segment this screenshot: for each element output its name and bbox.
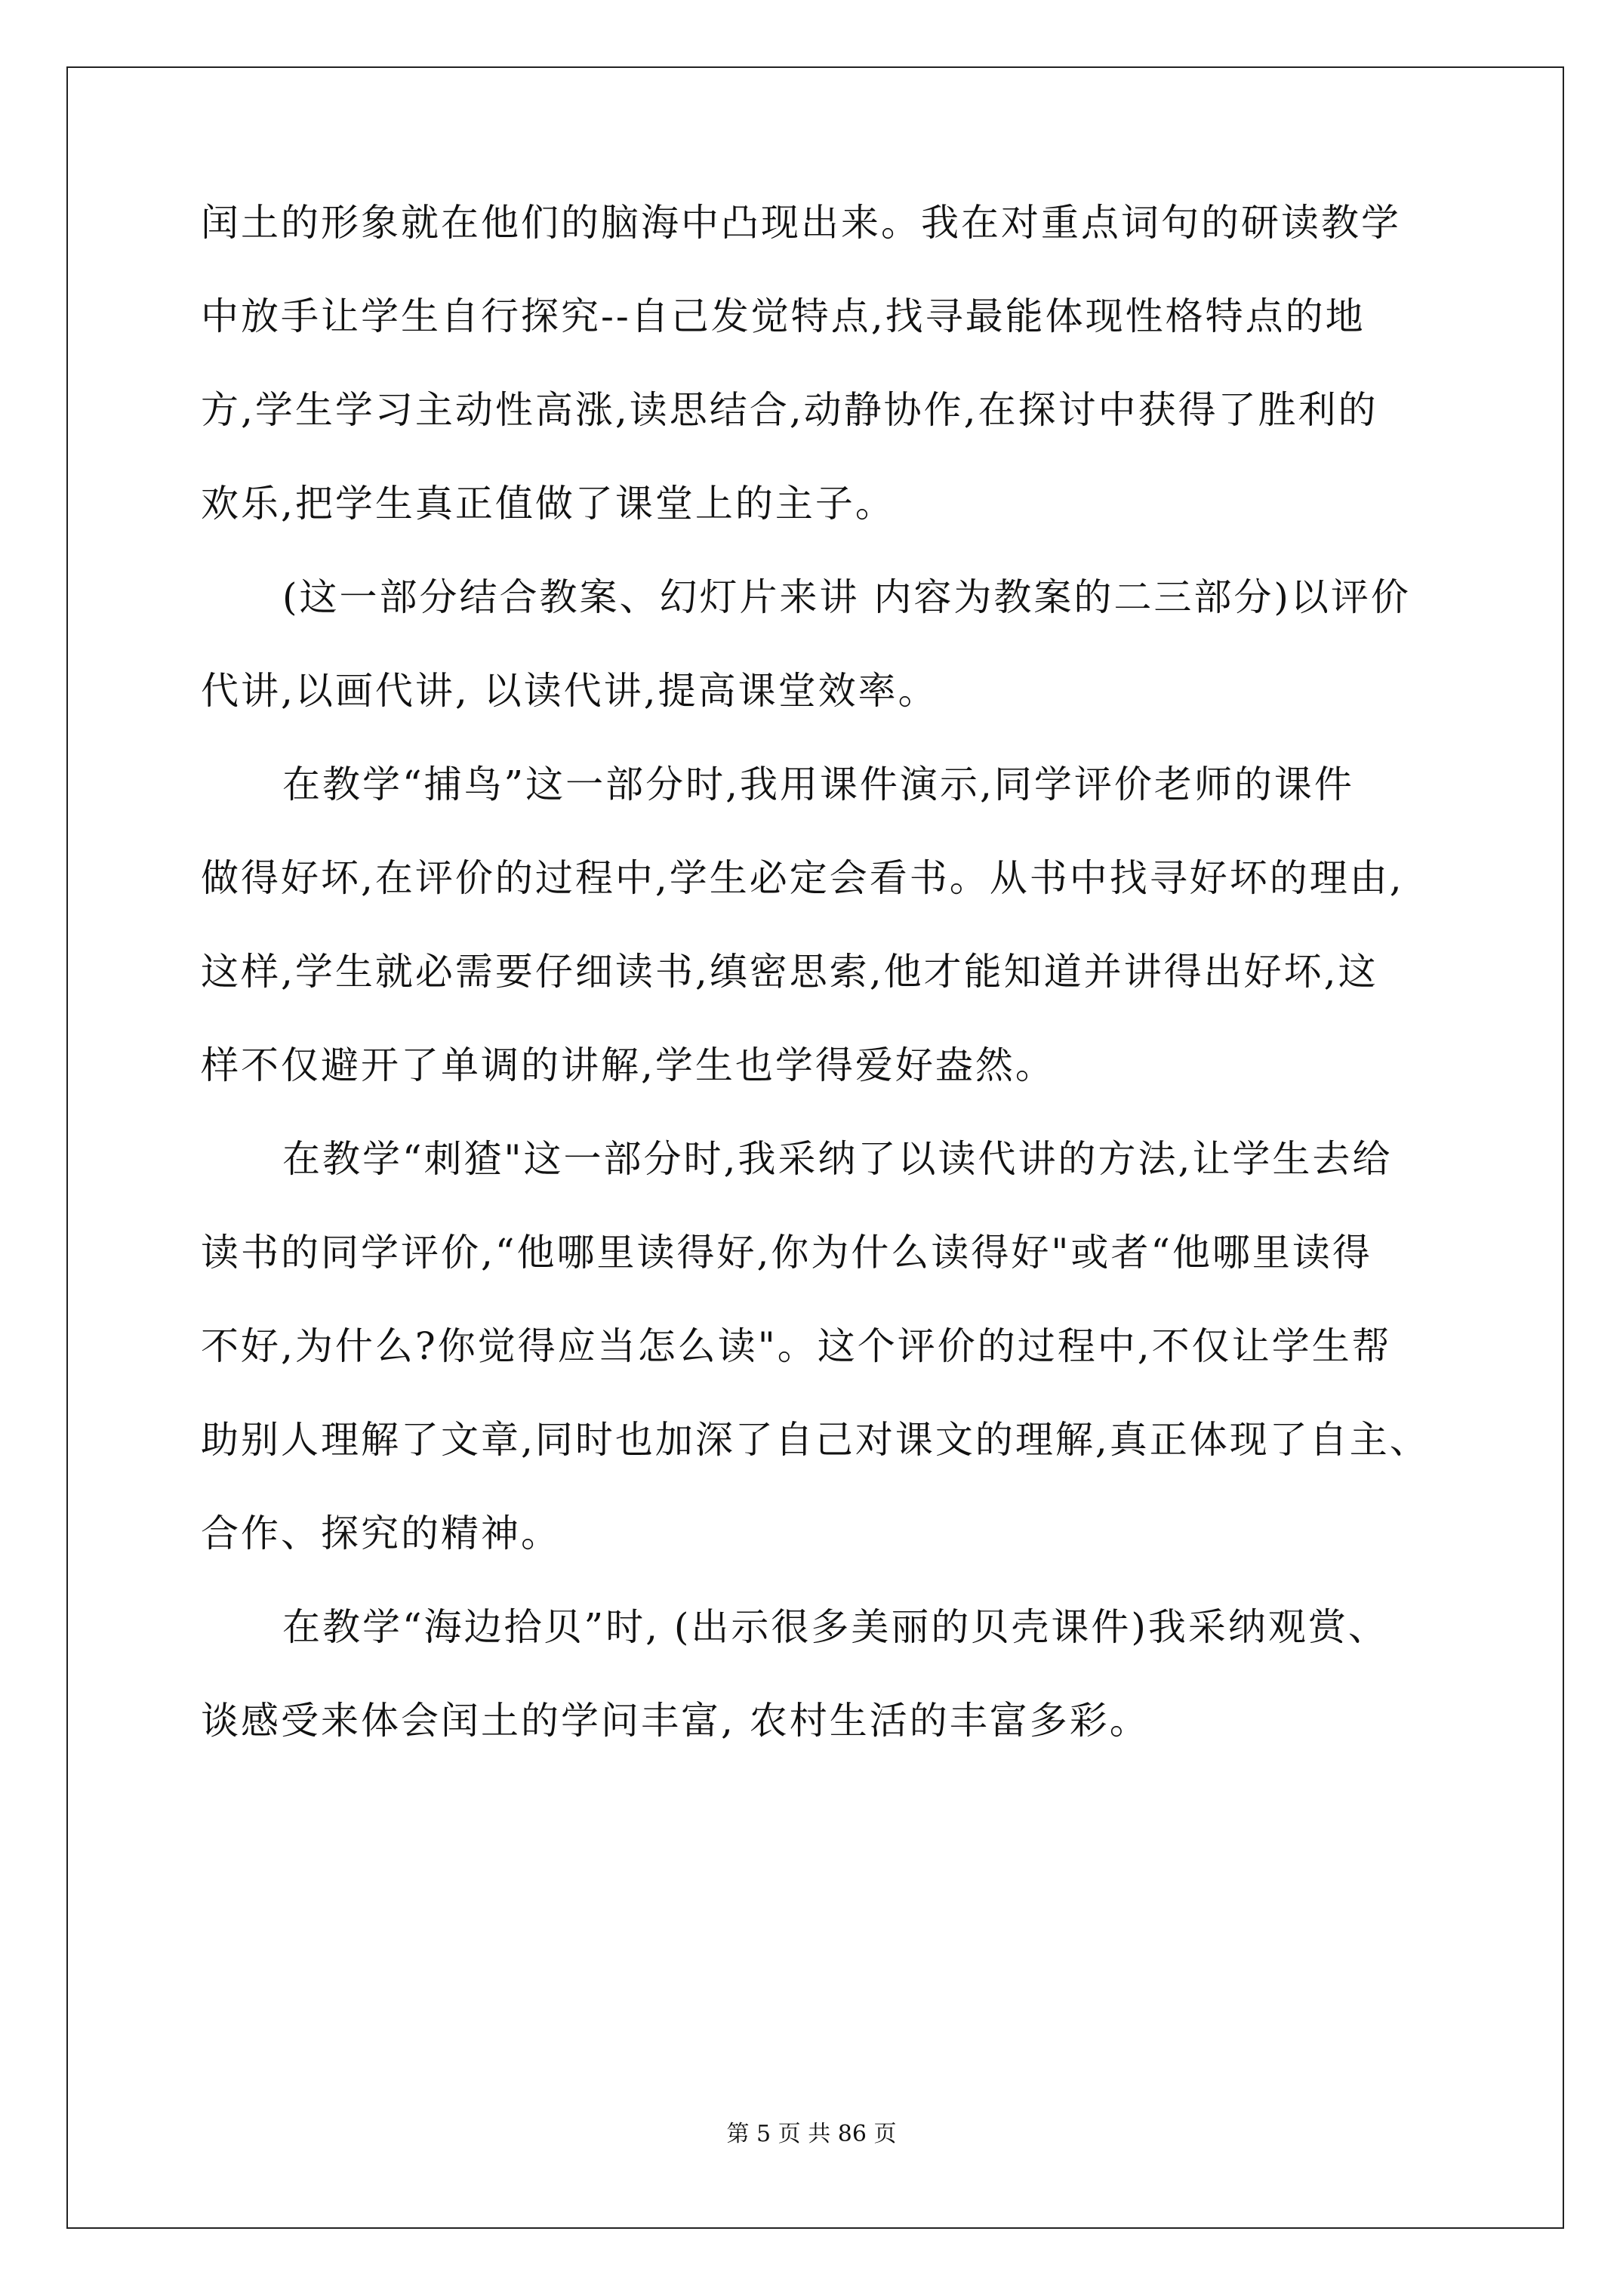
text-line: 不好,为什么?你觉得应当怎么读"。这个评价的过程中,不仅让学生帮 (201, 1324, 1392, 1368)
text-line: 助别人理解了文章,同时也加深了自己对课文的理解,真正体现了自主、 (201, 1418, 1430, 1462)
text-line: 中放手让学生自行探究--自己发觉特点,找寻最能体现性格特点的地 (201, 294, 1366, 338)
text-line: 合作、探究的精神。 (201, 1512, 561, 1555)
text-line: 欢乐,把学生真正值做了课堂上的主子。 (201, 482, 895, 525)
text-line: 样不仅避开了单调的讲解,学生也学得爱好盎然。 (201, 1043, 1055, 1087)
text-line: 做得好坏,在评价的过程中,学生必定会看书。从书中找寻好坏的理由, (201, 856, 1404, 900)
text-line: 闰土的形象就在他们的脑海中凸现出来。我在对重点词句的研读教学 (201, 201, 1401, 245)
page-number: 第 5 页 共 86 页 (726, 2121, 897, 2147)
text-line: 方,学生学习主动性高涨,读思结合,动静协作,在探讨中获得了胜利的 (201, 388, 1378, 432)
text-line: 读书的同学评价,“他哪里读得好,你为什么读得好"或者“他哪里读得 (201, 1231, 1372, 1274)
paragraph-first-line: 在教学“海边拾贝”时, (出示很多美丽的贝壳课件)我采纳观赏、 (282, 1605, 1388, 1649)
paragraph-first-line: 在教学“刺猹"这一部分时,我采纳了以读代讲的方法,让学生去给 (282, 1137, 1393, 1181)
paragraph-first-line: (这一部分结合教案、幻灯片来讲 内容为教案的二三部分)以评价 (282, 575, 1411, 619)
text-line: 谈感受来体会闰土的学问丰富, 农村生活的丰富多彩。 (201, 1699, 1150, 1743)
document-body (201, 196, 1439, 1788)
text-line: 代讲,以画代讲, 以读代讲,提高课堂效率。 (201, 669, 938, 713)
text-line: 这样,学生就必需要仔细读书,缜密思索,他才能知道并讲得出好坏,这 (201, 950, 1378, 994)
paragraph-first-line: 在教学“捕鸟”这一部分时,我用课件演示,同学评价老师的课件 (282, 763, 1354, 806)
